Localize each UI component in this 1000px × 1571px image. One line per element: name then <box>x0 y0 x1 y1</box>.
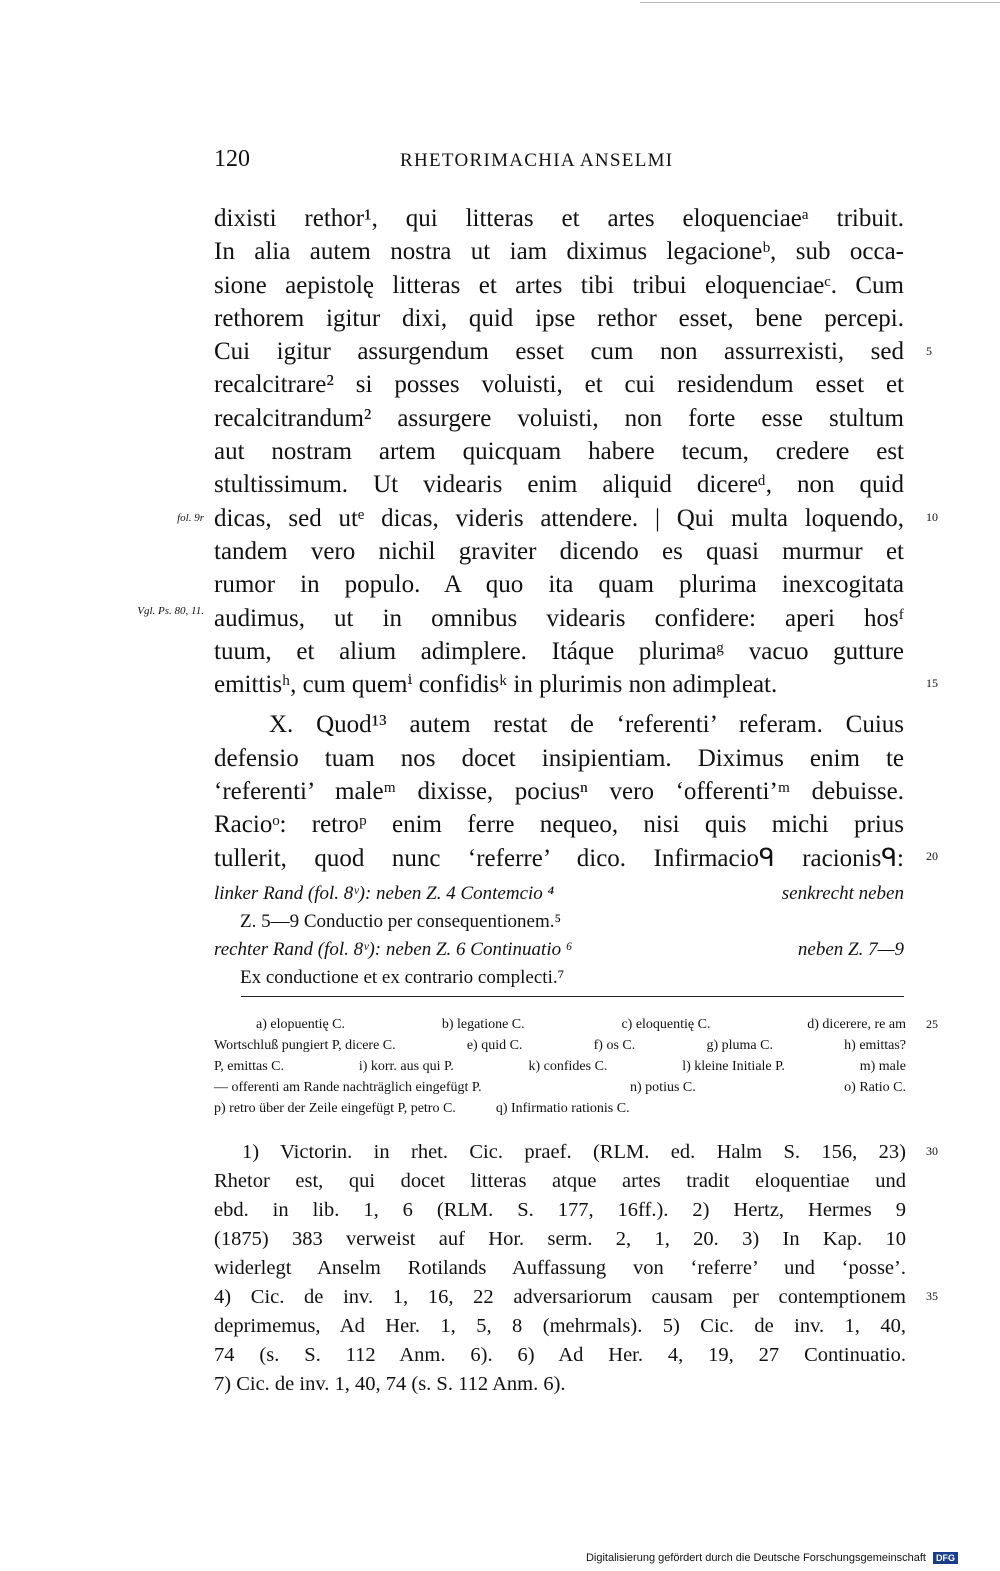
dfg-logo-icon: DFG <box>933 1552 958 1564</box>
apparatus-line: Wortschluß pungiert P, dicere C. e) quid C. f) os C. g) pluma C. h) emittas? <box>214 1038 906 1053</box>
section-start-line: X. Quod¹³ autem restat de ‘referenti’ referam. Cuius <box>269 711 904 739</box>
critical-apparatus <box>214 1014 906 1119</box>
text-line: Cui igitur assurgendum esset cum non assurrexisti, sed <box>214 338 904 366</box>
commentary-notes <box>214 1138 906 1399</box>
text-line: Racioᵒ: retroᵖ enim ferre nequeo, nisi quis michi prius <box>214 811 904 839</box>
text-line: tullerit, quod nunc ‘referre’ dico. Infirmacioᑫ racionisᑫ: <box>214 844 904 872</box>
margin-note-line: Ex conductione et ex contrario complecti.⁷ <box>240 967 565 988</box>
text-line: ‘referenti’ maleᵐ dixisse, pociusⁿ vero ‘offerenti’ᵐ debuisse. <box>214 778 904 806</box>
folio-marker: fol. 9r <box>177 512 204 524</box>
text-line: tuum, et alium adimplere. Itáque plurimaᵍ vacuo gutture <box>214 637 904 665</box>
apparatus-line: — offerenti am Rande nachträglich eingefügt P. n) potius C. o) Ratio C. <box>214 1080 906 1095</box>
line-number: 5 <box>926 344 932 358</box>
commentary-line: (1875) 383 verweist auf Hor. serm. 2, 1, 20. 3) In Kap. 10 <box>214 1228 906 1250</box>
margin-note-line: rechter Rand (fol. 8ᵛ): neben Z. 6 Continuatio ⁶ neben Z. 7—9 <box>214 939 904 960</box>
text-line: sione aepistolę litteras et artes tibi tribui eloquenciaeᶜ. Cum <box>214 271 904 299</box>
line-number: 35 <box>926 1289 938 1303</box>
manuscript-margin-notes <box>214 880 904 992</box>
text-line: aut nostram artem quicquam habere tecum, credere est <box>214 438 904 466</box>
commentary-line: ebd. in lib. 1, 6 (RLM. S. 177, 16ff.). 2) Hertz, Hermes 9 <box>214 1199 906 1221</box>
commentary-line: 74 (s. S. 112 Anm. 6). 6) Ad Her. 4, 19, 27 Continuatio. <box>214 1344 906 1366</box>
credit-text: Digitalisierung gefördert durch die Deutsche Forschungsgemeinschaft <box>585 1552 926 1564</box>
apparatus-line: p) retro über der Zeile eingefügt P, petro C. q) Infirmatio rationis C. <box>214 1101 630 1116</box>
text-line: In alia autem nostra ut iam diximus legacioneᵇ, sub occa- <box>214 238 904 266</box>
text-line: tandem vero nichil graviter dicendo es quasi murmur et <box>214 537 904 565</box>
text-line: emittisʰ, cum quemⁱ confidisᵏ in plurimis non adimpleat. <box>214 671 778 699</box>
footnote-divider <box>241 996 904 997</box>
commentary-line: 7) Cic. de inv. 1, 40, 74 (s. S. 112 Anm. 6). <box>214 1373 566 1395</box>
commentary-line: widerlegt Anselm Rotilands Auffassung von ‘referre’ und ‘posse’. <box>214 1257 906 1279</box>
line-number: 30 <box>926 1144 938 1158</box>
margin-note-line: linker Rand (fol. 8ᵛ): neben Z. 4 Contemcio ⁴ senkrecht neben <box>214 883 904 904</box>
text-line: stultissimum. Ut videaris enim aliquid dicereᵈ, non quid <box>214 471 904 499</box>
text-line: dicas, sed utᵉ dicas, videris attendere. | Qui multa loquendo, <box>214 504 904 532</box>
line-number: 15 <box>926 676 938 690</box>
text-line: dixisti rethor¹, qui litteras et artes eloquenciaeᵃ tribuit. <box>214 205 904 232</box>
cross-reference: Vgl. Ps. 80, 11. <box>137 605 204 617</box>
main-text-block <box>214 202 904 875</box>
running-head: RHETORIMACHIA ANSELMI <box>400 150 674 171</box>
margin-note-line: Z. 5—9 Conductio per consequentionem.⁵ <box>240 911 562 932</box>
apparatus-line: P, emittas C. i) korr. aus qui P. k) confides C. l) kleine Initiale P. m) male <box>214 1059 906 1074</box>
text-line: defensio tuam nos docet insipientiam. Diximus enim te <box>214 744 904 772</box>
commentary-line: deprimemus, Ad Her. 1, 5, 8 (mehrmals). 5) Cic. de inv. 1, 40, <box>214 1315 906 1337</box>
commentary-line: Rhetor est, qui docet litteras atque artes tradit eloquentiae und <box>214 1170 906 1192</box>
commentary-line: 1) Victorin. in rhet. Cic. praef. (RLM. ed. Halm S. 156, 23) <box>242 1141 906 1163</box>
text-line: audimus, ut in omnibus videaris confidere: aperi hosᶠ <box>214 604 904 632</box>
text-line: rethorem igitur dixi, quid ipse rethor esset, bene percepi. <box>214 304 904 332</box>
top-edge-rule <box>640 2 1000 3</box>
page-number: 120 <box>214 146 250 172</box>
digitization-credit <box>586 1552 958 1564</box>
commentary-line: 4) Cic. de inv. 1, 16, 22 adversariorum causam per contemptionem <box>214 1286 906 1308</box>
page-header <box>214 146 904 182</box>
text-line: recalcitrandum² assurgere voluisti, non forte esse stultum <box>214 404 904 432</box>
line-number: 10 <box>926 510 938 524</box>
apparatus-line: a) elopuentię C. b) legatione C. c) eloquentię C. d) dicerere, re am <box>256 1017 906 1032</box>
line-number: 20 <box>926 849 938 863</box>
text-line: recalcitrare² si posses voluisti, et cui residendum esset et <box>214 371 904 399</box>
line-number: 25 <box>926 1017 938 1031</box>
text-line: rumor in populo. A quo ita quam plurima inexcogitata <box>214 571 904 599</box>
